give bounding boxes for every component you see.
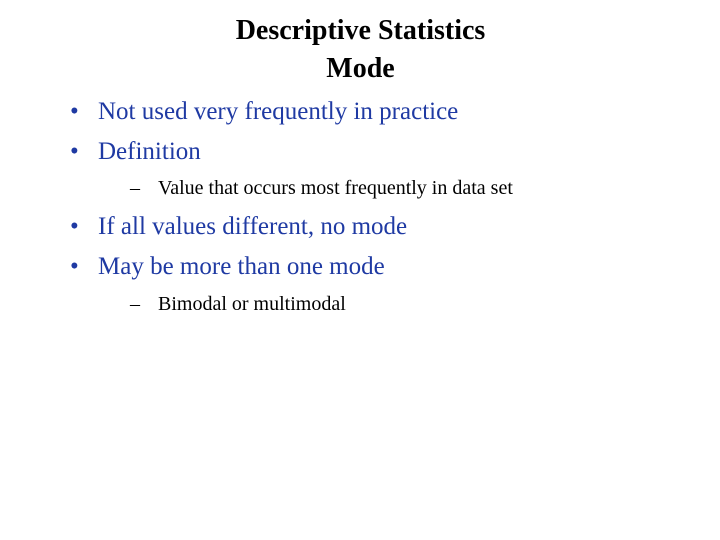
slide-title: [0, 12, 720, 88]
sub-bullet-text: Bimodal or multimodal: [158, 293, 346, 315]
bullet-marker: •: [70, 213, 79, 240]
bullet-marker: •: [70, 138, 79, 165]
bullet-text: May be more than one mode: [98, 253, 385, 280]
title-line-2: Mode: [326, 53, 395, 84]
bullet-marker: •: [70, 253, 79, 280]
dash-marker: –: [130, 293, 140, 315]
bullet-marker: •: [70, 98, 79, 125]
bullet-item: [70, 97, 458, 127]
dash-marker: –: [130, 177, 140, 199]
bullet-text: Definition: [98, 138, 201, 165]
bullet-item: [70, 252, 385, 282]
sub-bullet-item: [130, 292, 346, 316]
bullet-item: [70, 137, 201, 167]
sub-bullet-text: Value that occurs most frequently in data set: [158, 177, 513, 199]
sub-bullet-item: [130, 176, 513, 200]
bullet-text: If all values different, no mode: [98, 213, 408, 240]
title-line-1: Descriptive Statistics: [235, 15, 486, 46]
bullet-item: [70, 212, 407, 242]
bullet-text: Not used very frequently in practice: [98, 98, 459, 125]
